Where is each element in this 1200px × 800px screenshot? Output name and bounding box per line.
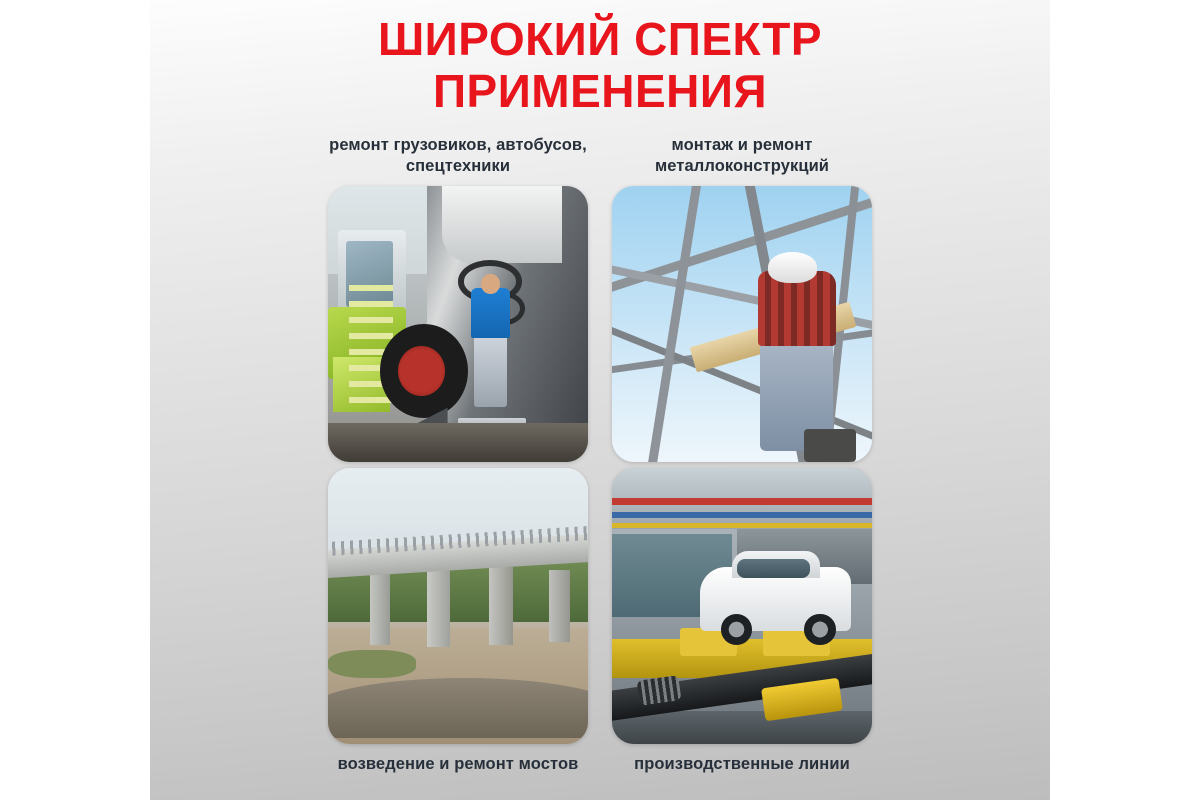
car-wheel-shape — [721, 614, 752, 644]
wheel-hub-shape — [398, 346, 445, 396]
worker-head-shape — [481, 274, 499, 293]
grid-cell-bridges — [320, 468, 596, 775]
cell-caption: ремонт грузовиков, автобусов, спецтехники — [329, 136, 587, 176]
cell-caption: производственные линии — [634, 754, 850, 773]
photo-truck-repair — [328, 186, 588, 462]
bridge-pier-shape — [549, 570, 570, 642]
steel-column-shape — [644, 186, 703, 462]
grass-patch-shape — [328, 650, 416, 678]
ground-shape — [328, 423, 588, 462]
cell-caption: монтаж и ремонт металлоконструкций — [654, 136, 830, 176]
cell-caption: возведение и ремонт мостов — [337, 754, 579, 773]
grid-cell-steel-structures — [604, 135, 880, 462]
blue-pipe-shape — [612, 512, 872, 518]
yellow-pipe-shape — [612, 523, 872, 528]
infographic-panel — [150, 0, 1050, 800]
worker-boot-shape — [804, 429, 856, 462]
car-window-shape — [737, 559, 810, 578]
worker-torso-shape — [471, 288, 510, 338]
application-grid — [320, 135, 880, 775]
coiled-cable-shape — [636, 675, 681, 705]
bridge-pier-shape — [489, 567, 512, 644]
grid-cell-production-lines — [604, 468, 880, 775]
bridge-pier-shape — [427, 565, 450, 648]
factory-floor-shape — [612, 711, 872, 744]
page-title: ШИРОКИЙ СПЕКТР ПРИМЕНЕНИЯ — [377, 13, 823, 117]
worker-legs-shape — [474, 335, 508, 407]
dirt-road-shape — [328, 678, 588, 739]
red-pipe-shape — [612, 498, 872, 505]
grid-cell-truck-repair — [320, 135, 596, 462]
photo-steel-structures — [612, 186, 872, 462]
photo-bridge — [328, 468, 588, 744]
machine-top-shape — [442, 186, 562, 263]
car-wheel-shape — [804, 614, 835, 644]
safety-helmet-icon — [768, 252, 817, 282]
photo-production-line — [612, 468, 872, 744]
worker-plaid-shirt-shape — [758, 271, 836, 346]
